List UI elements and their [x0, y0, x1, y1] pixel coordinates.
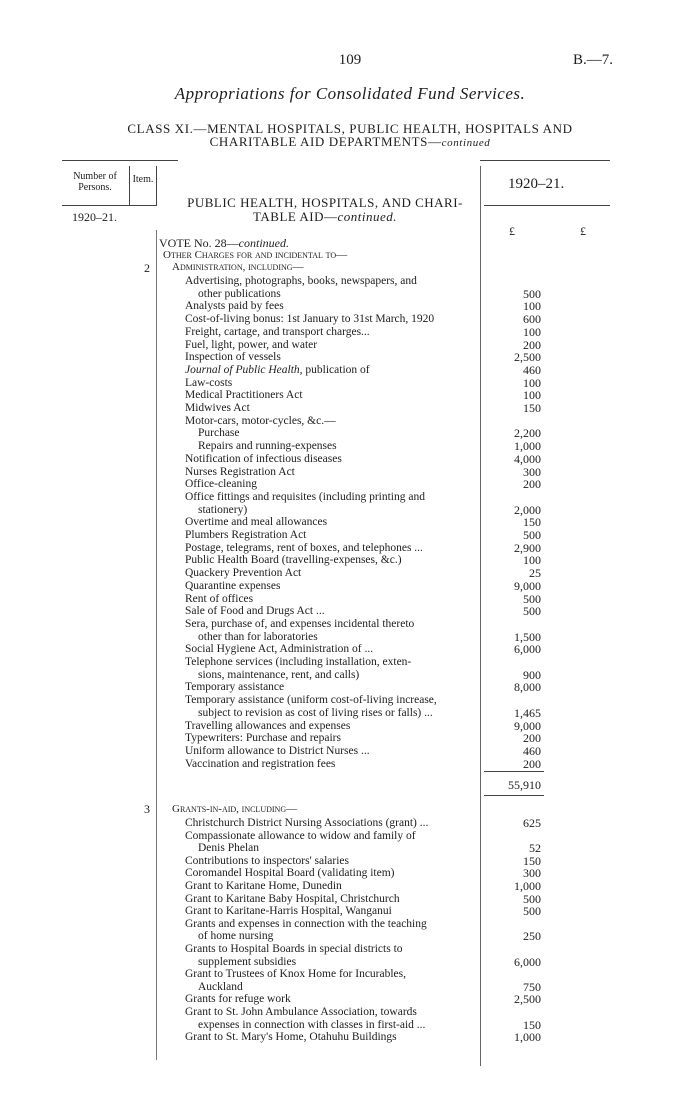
- line-item-amount: 100: [523, 324, 541, 339]
- item-number-3: 3: [144, 802, 150, 816]
- line-item-amount: 1,000: [514, 879, 541, 893]
- vote-text: VOTE No. 28—: [159, 236, 239, 250]
- line-item-text: Grants to Hospital Boards in special districts to: [185, 943, 403, 955]
- subtotal-rule-bottom: [484, 795, 544, 796]
- other-charges-heading: Other Charges for and incidental to—: [163, 249, 348, 261]
- line-item-amount: 500: [523, 286, 541, 301]
- line-item-text: sions, maintenance, rent, and calls): [198, 668, 360, 681]
- line-item-text: other publications: [198, 287, 281, 300]
- line-item-text: Temporary assistance: [185, 681, 285, 694]
- item-number-2: 2: [144, 261, 150, 275]
- line-item-amount: 8,000: [514, 680, 541, 695]
- header-top-rule-right: [480, 160, 610, 161]
- line-item-amount: 460: [523, 743, 541, 758]
- line-item-amount: 2,000: [514, 502, 541, 517]
- line-item-amount: 25: [529, 566, 541, 581]
- line-item-text: Midwives Act: [185, 402, 250, 414]
- page-number: 109: [338, 52, 362, 68]
- line-item-amount: 750: [523, 979, 541, 994]
- line-item-text: Grant to St. John Ambulance Association, towards: [185, 1006, 417, 1018]
- line-item-amount: 600: [523, 312, 541, 327]
- line-item-text: Plumbers Registration Act: [185, 529, 307, 541]
- line-item-amount: 9,000: [514, 718, 541, 733]
- line-item-text: Vaccination and registration fees: [185, 757, 336, 770]
- line-item-text: expenses in connection with classes in first-aid ...: [198, 1018, 426, 1031]
- line-item-text: Auckland: [198, 980, 243, 993]
- item-header: Item.: [132, 174, 154, 185]
- line-item-text: Purchase: [198, 427, 240, 440]
- line-item-text: Inspection of vessels: [185, 351, 281, 364]
- line-item-amount: 500: [523, 604, 541, 619]
- line-item-text: of home nursing: [198, 930, 274, 943]
- line-item-amount: 200: [523, 731, 541, 746]
- line-item-text: Grant to Karitane-Harris Hospital, Wanganui: [185, 905, 392, 918]
- line-item-amount: 500: [523, 904, 541, 919]
- line-item-text: Journal of Public Health, publication of: [185, 363, 370, 376]
- section-title-continued: continued.: [337, 209, 397, 224]
- line-item-amount: 1,000: [514, 1030, 541, 1045]
- line-item-text: Travelling allowances and expenses: [185, 719, 351, 732]
- line-item-amount: 2,500: [514, 992, 541, 1007]
- line-item-amount: 2,200: [514, 426, 541, 441]
- line-item-amount: 1,465: [514, 705, 541, 720]
- line-item-amount: 150: [523, 401, 541, 415]
- line-item-text: stationery): [198, 503, 248, 516]
- line-item-amount: 200: [523, 477, 541, 492]
- line-item-amount: 460: [523, 362, 541, 377]
- line-item-text: Freight, cartage, and transport charges...: [185, 325, 370, 338]
- class-heading-line1: CLASS XI.—MENTAL HOSPITALS, PUBLIC HEALTH, HOSPITALS AND: [127, 121, 573, 136]
- line-item-text: Postage, telegrams, rent of boxes, and telephones ...: [185, 541, 423, 554]
- line-item-text: Grant to Karitane Baby Hospital, Christchurch: [185, 892, 400, 905]
- line-item-amount: 6,000: [514, 642, 541, 657]
- line-item-text: Quackery Prevention Act: [185, 567, 302, 580]
- line-item-amount: 2,500: [514, 350, 541, 365]
- line-item-text: Quarantine expenses: [185, 579, 281, 592]
- header-bottom-rule-right: [484, 205, 610, 206]
- header-bottom-rule-left: [62, 205, 157, 206]
- line-item-text: Analysts paid by fees: [185, 300, 284, 313]
- line-item-text: Fuel, light, power, and water: [185, 338, 318, 351]
- vote-continued: continued.: [238, 236, 289, 250]
- line-item-text: Sale of Food and Drugs Act ...: [185, 605, 325, 618]
- persons-item-divider: [129, 166, 130, 206]
- line-item-amount: 1,000: [514, 439, 541, 454]
- line-item-text: Office-cleaning: [185, 478, 257, 491]
- line-item-text: Telephone services (including installation, exten-: [185, 656, 412, 668]
- class-heading-continued: continued: [441, 137, 491, 149]
- page-title: Appropriations for Consolidated Fund Services.: [174, 84, 526, 103]
- line-item-text: Typewriters: Purchase and repairs: [185, 732, 341, 745]
- line-item-text: Cost-of-living bonus: 1st January to 31st March, 1920: [185, 313, 435, 326]
- line-item-text: Rent of offices: [185, 592, 254, 605]
- line-item-text: Repairs and running-expenses: [198, 440, 337, 453]
- line-item-amount: 9,000: [514, 578, 541, 593]
- line-item-text: Law-costs: [185, 376, 233, 389]
- line-item-amount: 300: [523, 866, 541, 881]
- line-item-text: Advertising, photographs, books, newspapers, and: [185, 275, 417, 287]
- number-of-persons-header: Number of Persons.: [73, 171, 117, 193]
- item-main-divider: [156, 166, 157, 206]
- line-item-text: Notification of infectious diseases: [185, 452, 342, 465]
- line-item-text: Coromandel Hospital Board (validating item): [185, 867, 395, 880]
- pound-column1-header: £: [509, 224, 515, 238]
- line-item-amount: 6,000: [514, 954, 541, 969]
- line-item-text: Denis Phelan: [198, 842, 260, 855]
- line-item-amount: 4,000: [514, 451, 541, 466]
- line-item-amount: 100: [523, 388, 541, 403]
- line-item-amount: 900: [523, 667, 541, 682]
- line-item-text: Grants and expenses in connection with the teaching: [185, 917, 427, 930]
- line-item-amount: 500: [523, 891, 541, 906]
- line-item-amount: 150: [523, 515, 541, 530]
- line-item-text: Grant to St. Mary's Home, Otahuhu Buildings: [185, 1031, 397, 1044]
- line-item-amount: 500: [523, 591, 541, 606]
- journal-title: Journal of Public Health: [185, 363, 300, 376]
- line-item-text: Overtime and meal allowances: [185, 516, 328, 529]
- section-title-line2-text: TABLE AID—: [253, 209, 338, 224]
- section-title: [160, 196, 490, 224]
- line-item-text: other than for laboratories: [198, 630, 318, 643]
- line-item-text: Grant to Trustees of Knox Home for Incurables,: [185, 968, 407, 981]
- line-item-amount: 250: [523, 929, 541, 944]
- line-item-text: subject to revision as cost of living rises or falls) ...: [198, 706, 433, 719]
- line-item-amount: 150: [523, 853, 541, 868]
- section-title-line2: [160, 210, 490, 224]
- line-item-amount: 200: [523, 337, 541, 352]
- year-left-header: 1920–21.: [72, 210, 117, 224]
- administration-heading: Administration, including—: [172, 261, 304, 273]
- line-item-amount: 300: [523, 464, 541, 479]
- line-item-text: Public Health Board (travelling-expenses, &c.): [185, 554, 402, 567]
- line-item-text: Office fittings and requisites (including printing and: [185, 490, 425, 503]
- page-reference: B.—7.: [573, 52, 614, 68]
- line-item-text: Grants for refuge work: [185, 993, 291, 1006]
- line-item-text: Grant to Karitane Home, Dunedin: [185, 880, 342, 892]
- line-item-text: supplement subsidies: [198, 955, 297, 968]
- year-right-header: 1920–21.: [508, 176, 565, 192]
- item-column-rule: [156, 230, 157, 1060]
- line-item-amount: 625: [523, 816, 541, 830]
- line-item-amount: 100: [523, 553, 541, 568]
- line-item-amount: 150: [523, 1017, 541, 1032]
- class-heading-line2: [0, 134, 700, 150]
- section-title-line1: PUBLIC HEALTH, HOSPITALS, AND CHARI-: [187, 195, 463, 210]
- line-item-text: Compassionate allowance to widow and family of: [185, 829, 416, 842]
- line-item-text: Temporary assistance (uniform cost-of-living increase,: [185, 694, 437, 707]
- class-heading-line2-text: CHARITABLE AID DEPARTMENTS—: [209, 134, 442, 149]
- line-item-amount: 500: [523, 528, 541, 542]
- line-item-amount: 100: [523, 299, 541, 314]
- line-item-text: Medical Practitioners Act: [185, 389, 303, 402]
- line-item-text: Uniform allowance to District Nurses ...: [185, 744, 370, 757]
- line-item-text: Motor-cars, motor-cycles, &c.—: [185, 414, 336, 427]
- line-item-amount: 1,500: [514, 629, 541, 644]
- line-item-amount: 200: [523, 756, 541, 771]
- line-item-text: Christchurch District Nursing Associations (grant) ...: [185, 817, 429, 829]
- administration-total: 55,910: [508, 778, 541, 792]
- pound-column2-header: £: [580, 224, 586, 238]
- subtotal-rule-top: [484, 771, 544, 772]
- line-item-text: Social Hygiene Act, Administration of ...: [185, 643, 374, 656]
- line-item-amount: 52: [529, 841, 541, 856]
- grants-in-aid-heading: Grants-in-aid, including—: [172, 803, 298, 815]
- header-top-rule: [62, 160, 178, 161]
- line-item-amount: 2,900: [514, 540, 541, 555]
- line-item-text: Sera, purchase of, and expenses incidental thereto: [185, 617, 415, 630]
- line-item-text: Contributions to inspectors' salaries: [185, 854, 350, 867]
- line-item-text: Nurses Registration Act: [185, 465, 295, 478]
- line-item-amount: 100: [523, 375, 541, 390]
